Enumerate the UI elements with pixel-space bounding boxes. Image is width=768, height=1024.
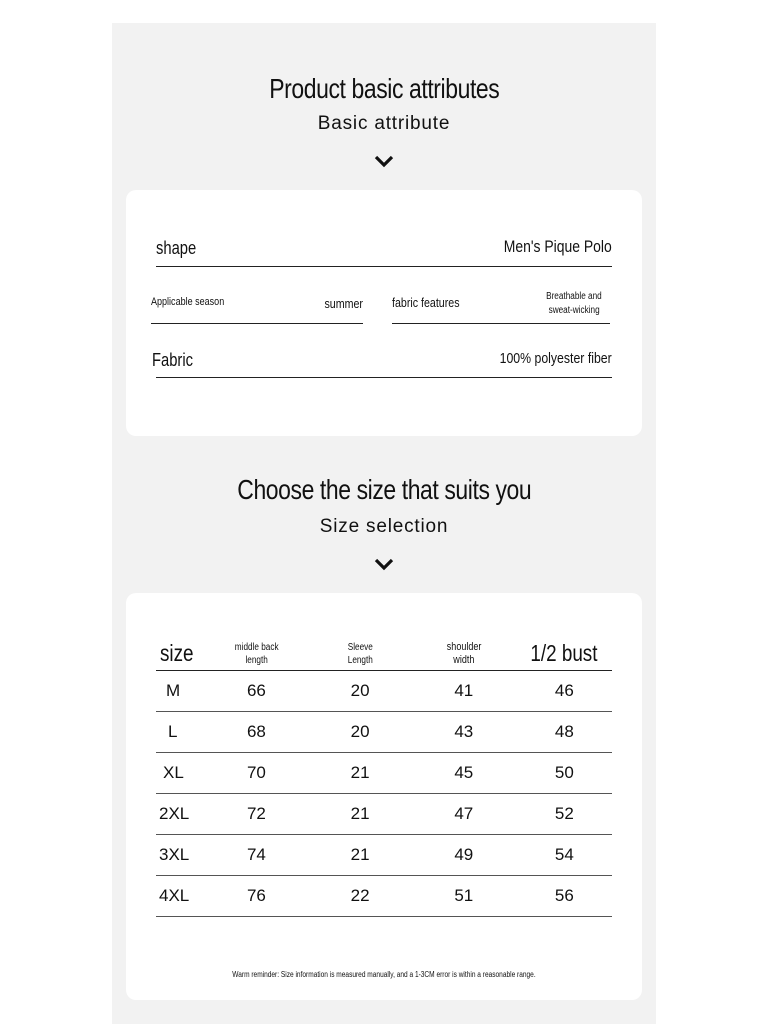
- header-sleeve-length: Sleeve Length: [309, 633, 411, 671]
- table-row: [156, 876, 612, 917]
- attr-label-season: Applicable season: [151, 296, 225, 308]
- cell-bust: 56: [517, 876, 612, 917]
- cell-sleeve: 21: [309, 835, 411, 876]
- cell-bust: 48: [517, 712, 612, 753]
- table-row: [156, 835, 612, 876]
- attributes-title: Product basic attributes: [268, 73, 500, 104]
- attr-value-fabric-features: Breathable and sweat-wicking: [546, 291, 602, 316]
- cell-size: 3XL: [156, 835, 204, 876]
- table-row: [156, 794, 612, 835]
- attr-row-fabric-features: [392, 288, 610, 324]
- cell-size: XL: [156, 753, 204, 794]
- attr-label-shape: shape: [156, 238, 197, 258]
- chevron-down-icon: [374, 558, 394, 572]
- attr-label-fabric: Fabric: [152, 350, 194, 370]
- cell-sleeve: 21: [309, 794, 411, 835]
- cell-sleeve: 21: [309, 753, 411, 794]
- cell-size: 2XL: [156, 794, 204, 835]
- cell-bust: 54: [517, 835, 612, 876]
- header-half-bust: 1/2 bust: [517, 633, 612, 671]
- cell-shoulder: 45: [411, 753, 517, 794]
- cell-size: 4XL: [156, 876, 204, 917]
- cell-shoulder: 47: [411, 794, 517, 835]
- cell-sleeve: 22: [309, 876, 411, 917]
- attr-value-season: summer: [324, 296, 363, 311]
- cell-back-length: 66: [204, 671, 310, 712]
- cell-shoulder: 43: [411, 712, 517, 753]
- header-size: size: [156, 633, 204, 671]
- table-row: [156, 753, 612, 794]
- cell-back-length: 76: [204, 876, 310, 917]
- header-back-length: middle back length: [204, 633, 310, 671]
- cell-size: L: [156, 712, 204, 753]
- cell-bust: 52: [517, 794, 612, 835]
- size-table-header: [156, 633, 612, 671]
- attr-value-fabric: 100% polyester fiber: [499, 350, 612, 367]
- table-row: [156, 712, 612, 753]
- attributes-card: [126, 190, 642, 436]
- cell-sleeve: 20: [309, 712, 411, 753]
- attr-value-shape: Men's Pique Polo: [503, 237, 612, 256]
- size-table: [156, 633, 612, 917]
- attr-row-fabric: [152, 342, 612, 378]
- cell-shoulder: 51: [411, 876, 517, 917]
- cell-sleeve: 20: [309, 671, 411, 712]
- cell-back-length: 68: [204, 712, 310, 753]
- table-row: [156, 671, 612, 712]
- cell-shoulder: 41: [411, 671, 517, 712]
- size-subtitle: Size selection: [319, 516, 449, 537]
- header-shoulder-width: shoulder width: [411, 633, 517, 671]
- cell-size: M: [156, 671, 204, 712]
- size-card: [126, 593, 642, 1000]
- cell-back-length: 70: [204, 753, 310, 794]
- attributes-subtitle: Basic attribute: [317, 113, 451, 134]
- size-title: Choose the size that suits you: [236, 474, 531, 505]
- product-detail-panel: [112, 23, 656, 1024]
- attr-label-fabric-features: fabric features: [392, 295, 460, 310]
- chevron-down-icon: [374, 155, 394, 169]
- cell-back-length: 72: [204, 794, 310, 835]
- attr-row-shape: [156, 230, 612, 267]
- cell-bust: 46: [517, 671, 612, 712]
- cell-back-length: 74: [204, 835, 310, 876]
- size-reminder: Warm reminder: Size information is measured manually, and a 1-3CM error is within a reasonable range.: [232, 970, 536, 979]
- cell-shoulder: 49: [411, 835, 517, 876]
- attr-row-season: [151, 288, 363, 324]
- cell-bust: 50: [517, 753, 612, 794]
